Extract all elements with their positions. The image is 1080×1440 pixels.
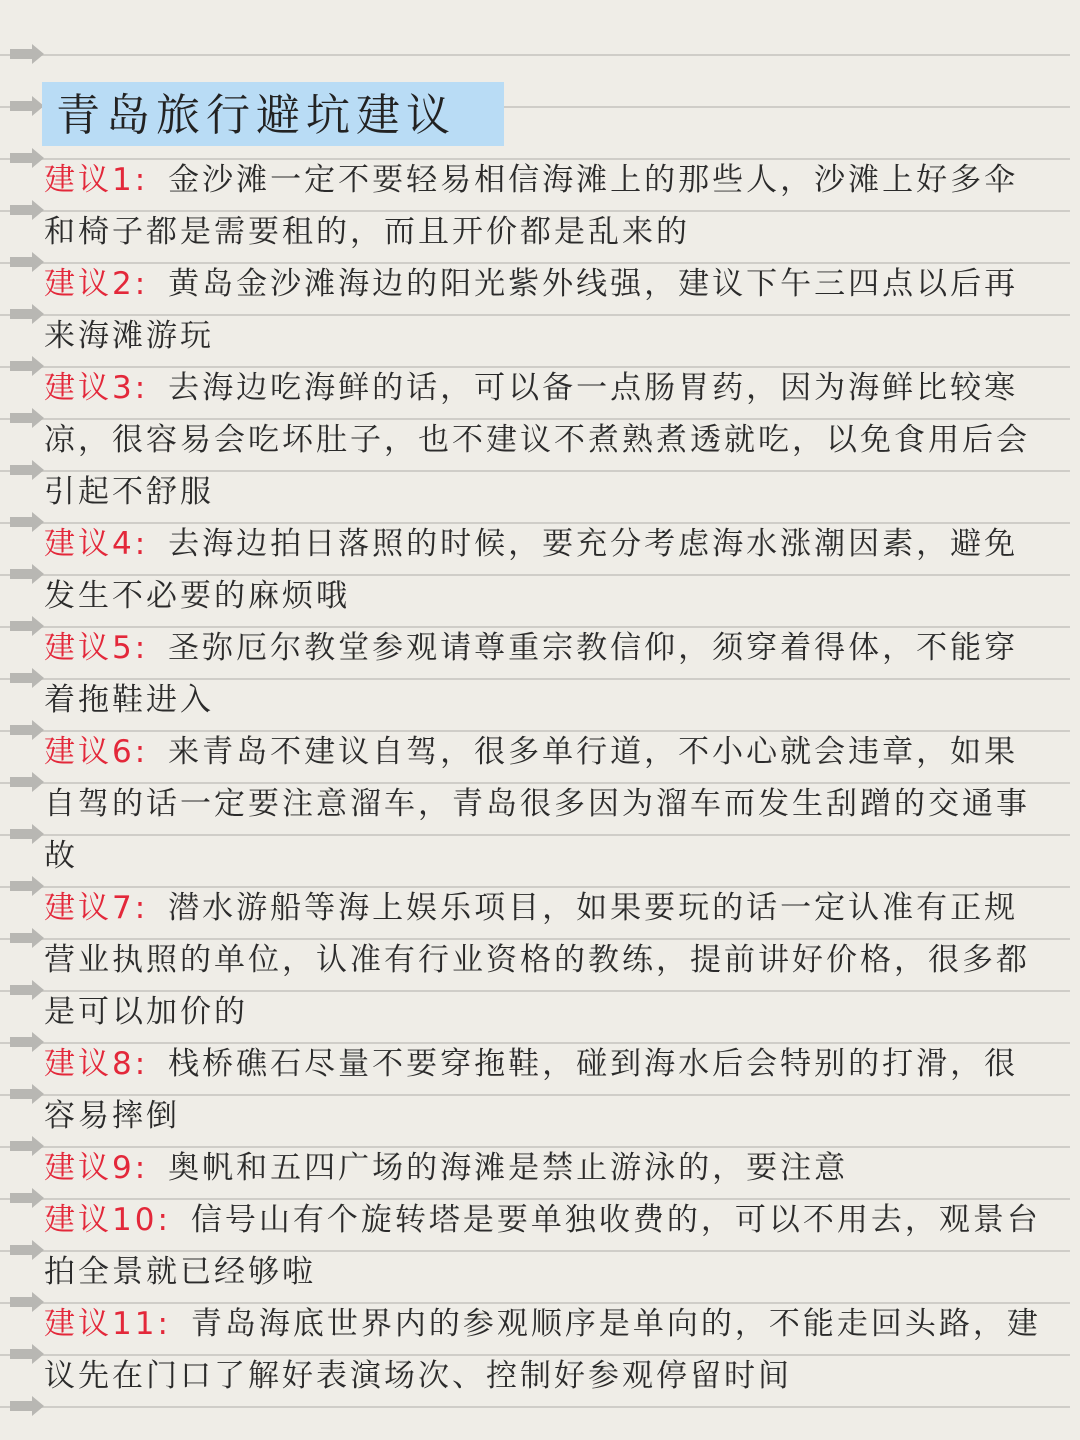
arrow-marker-icon: [10, 257, 32, 267]
tip-label: 建议8:: [44, 1046, 149, 1082]
tip-label: 建议9:: [44, 1150, 149, 1186]
tip-label: 建议11:: [44, 1306, 171, 1342]
arrow-marker-icon: [10, 933, 32, 943]
tip-label: 建议4:: [44, 526, 149, 562]
arrow-marker-icon: [10, 1245, 32, 1255]
ruled-line: [0, 54, 1070, 56]
tip-text: 来青岛不建议自驾，很多单行道，不小心就会违章，如果自驾的话一定要注意溜车，青岛很多因为溜车而发生刮蹭的交通事故: [44, 734, 1030, 874]
tip-item-3: [44, 362, 1044, 518]
tip-text: 信号山有个旋转塔是要单独收费的，可以不用去，观景台拍全景就已经够啦: [44, 1202, 1041, 1290]
tip-item-6: [44, 726, 1044, 882]
arrow-marker-icon: [10, 1037, 32, 1047]
tip-item-2: [44, 258, 1044, 362]
tip-text: 圣弥厄尔教堂参观请尊重宗教信仰，须穿着得体，不能穿着拖鞋进入: [44, 630, 1019, 718]
tip-item-9: [44, 1142, 1044, 1194]
tip-text: 黄岛金沙滩海边的阳光紫外线强，建议下午三四点以后再来海滩游玩: [44, 266, 1019, 354]
arrow-marker-icon: [10, 205, 32, 215]
tip-text: 奥帆和五四广场的海滩是禁止游泳的，要注意: [168, 1150, 849, 1186]
tips-list: [44, 154, 1044, 1402]
tip-item-11: [44, 1298, 1044, 1402]
tip-item-4: [44, 518, 1044, 622]
tip-text: 栈桥礁石尽量不要穿拖鞋，碰到海水后会特别的打滑，很容易摔倒: [44, 1046, 1019, 1134]
arrow-marker-icon: [10, 517, 32, 527]
tip-label: 建议1:: [44, 162, 149, 198]
arrow-marker-icon: [10, 569, 32, 579]
arrow-marker-icon: [10, 413, 32, 423]
arrow-marker-icon: [10, 153, 32, 163]
tip-text: 青岛海底世界内的参观顺序是单向的，不能走回头路，建议先在门口了解好表演场次、控制好参观停留时间: [44, 1306, 1041, 1394]
tip-label: 建议5:: [44, 630, 149, 666]
tip-item-8: [44, 1038, 1044, 1142]
page-title: 青岛旅行避坑建议: [56, 90, 456, 141]
tip-text: 去海边拍日落照的时候，要充分考虑海水涨潮因素，避免发生不必要的麻烦哦: [44, 526, 1019, 614]
arrow-marker-icon: [10, 1297, 32, 1307]
tip-label: 建议6:: [44, 734, 149, 770]
tip-item-5: [44, 622, 1044, 726]
arrow-marker-icon: [10, 465, 32, 475]
tip-label: 建议2:: [44, 266, 149, 302]
arrow-marker-icon: [10, 101, 32, 111]
tip-label: 建议10:: [44, 1202, 171, 1238]
tip-item-10: [44, 1194, 1044, 1298]
arrow-marker-icon: [10, 1089, 32, 1099]
tip-text: 潜水游船等海上娱乐项目，如果要玩的话一定认准有正规营业执照的单位，认准有行业资格的教练，提前讲好价格，很多都是可以加价的: [44, 890, 1030, 1030]
arrow-marker-icon: [10, 1141, 32, 1151]
ruled-line: [0, 1406, 1070, 1408]
tip-item-7: [44, 882, 1044, 1038]
arrow-marker-icon: [10, 1349, 32, 1359]
arrow-marker-icon: [10, 1193, 32, 1203]
tip-text: 去海边吃海鲜的话，可以备一点肠胃药，因为海鲜比较寒凉，很容易会吃坏肚子，也不建议不煮熟煮透就吃，以免食用后会引起不舒服: [44, 370, 1030, 510]
arrow-marker-icon: [10, 673, 32, 683]
arrow-marker-icon: [10, 621, 32, 631]
tip-label: 建议3:: [44, 370, 149, 406]
arrow-marker-icon: [10, 985, 32, 995]
arrow-marker-icon: [10, 1401, 32, 1411]
tip-item-1: [44, 154, 1044, 258]
arrow-marker-icon: [10, 777, 32, 787]
arrow-marker-icon: [10, 881, 32, 891]
arrow-marker-icon: [10, 829, 32, 839]
tip-text: 金沙滩一定不要轻易相信海滩上的那些人，沙滩上好多伞和椅子都是需要租的，而且开价都是乱来的: [44, 162, 1019, 250]
arrow-marker-icon: [10, 309, 32, 319]
arrow-marker-icon: [10, 49, 32, 59]
arrow-marker-icon: [10, 361, 32, 371]
tip-label: 建议7:: [44, 890, 149, 926]
arrow-marker-icon: [10, 725, 32, 735]
